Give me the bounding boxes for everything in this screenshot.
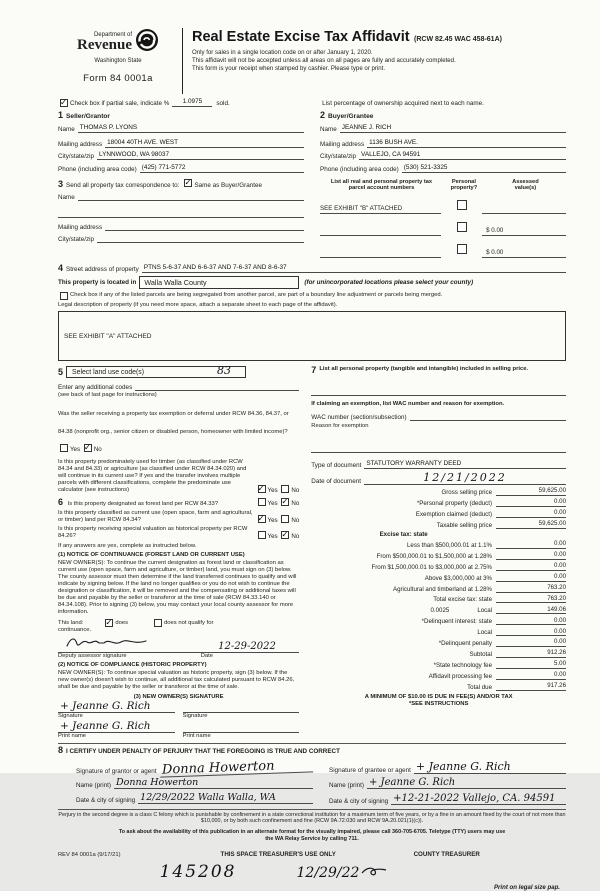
forest-land-question: Is this property designated as forest land per RCW 84.33? [67,501,219,508]
ownership-note: List percentage of ownership acquired next to each name. [322,100,484,107]
legal-description-label: Legal description of property (if you need more space, attach a separate sheet to each page of the affidavit). [58,302,338,309]
tax-label: Above $3,000,000 at 3% [424,574,492,582]
correspondence-label: Send all property tax correspondence to: [66,181,180,189]
tax-label: *Personal property (deduct) [416,499,492,507]
yes-label: Yes [70,446,81,454]
no-label: No [93,446,102,454]
grantee-print-label: Name (print) [329,782,364,790]
personal-property-checkbox-2[interactable] [457,222,467,232]
parcel-row-3 [320,240,566,258]
wac-number-field[interactable] [410,412,566,421]
buyer-phone-label: Phone (including area code) [320,165,399,173]
form-header [58,28,566,94]
section-8-number: 8 [58,744,64,755]
washington-state-label: Washington State [94,58,142,64]
grantor-date-label: Date & city of signing [76,796,136,804]
date-of-document-field[interactable]: 12/21/2022 [364,472,566,485]
does-not-label: does not qualify for [164,619,214,626]
land-use-code-label: Select land use code(s) [72,368,145,376]
print-name-label: Print name [58,732,87,739]
land-use-code-select[interactable] [66,366,246,378]
historic-yes-checkbox[interactable] [258,531,266,539]
treasurer-space-label: THIS SPACE TREASURER'S USE ONLY [220,850,336,858]
parcel-table [320,179,566,258]
grantor-print-label: Name (print) [76,782,111,790]
buyer-name-field[interactable]: JEANNE J. RICH [340,124,566,133]
personal-property-deduct-value[interactable]: 0.00 [496,498,566,507]
yes-label: Yes [267,487,278,495]
affidavit-processing-fee-value[interactable]: 0.00 [496,671,566,680]
print-legal-size-note: Print on legal size pap. [493,883,560,891]
parcel-row-1 [320,196,566,214]
correspondence-city-field[interactable] [97,234,304,243]
seller-section [58,111,304,173]
treasurer-stamp-number: 145208 [159,861,237,882]
buyer-mailing-field[interactable]: 1136 BUSH AVE. [367,139,566,148]
local-rate: 0.0025 [430,607,450,615]
yes-label: Yes [267,533,278,541]
parcel-1-field[interactable]: SEE EXHIBIT "B" ATTACHED [320,205,441,214]
state-technology-fee-value[interactable]: 5.00 [496,660,566,669]
excise-tax-state-header: Excise tax: state [379,531,428,539]
tax-label: Total excise tax: state [433,596,492,604]
tax-label: Affidavit processing fee [428,672,492,680]
header-divider [182,28,183,94]
tax-column [311,366,566,739]
partial-sale-checkbox[interactable] [60,99,68,107]
see-instructions-note: *SEE INSTRUCTIONS [408,700,469,707]
tier4-value[interactable]: 0.00 [496,573,566,582]
notice-compliance-title: (2) NOTICE OF COMPLIANCE (HISTORIC PROPERTY) [58,662,207,669]
tax-label: Gross selling price [441,488,492,496]
personal-property-checkbox-1[interactable] [457,200,467,210]
notice-continuance-title: (1) NOTICE OF CONTINUANCE (FOREST LAND OR CURRENT USE) [58,552,245,559]
instruction-line-1: Only for sales in a single location code on or after January 1, 2020. [192,49,373,56]
tax-label: Exemption claimed (deduct) [415,510,492,518]
timber-question: Is this property predominately used for timber (as classified under RCW 84.34 and 84.33) or agriculture (as classified under RCW 84.34.020) and will continue in its current use? If yes and the transfer involves multiple parcels with different classifications, complete the predominate use calculator (see instructions) [58,459,247,494]
assessed-value-2-field[interactable]: $ 0.00 [482,227,566,236]
local-tax-value[interactable]: 149.06 [496,606,566,615]
parcel-header-3a: Assessed [512,178,539,185]
parcel-header-3b: value(s) [514,185,537,192]
tax-label: Less than $500,000.01 at 1.1% [406,541,492,549]
parcel-header-2a: Personal [451,178,476,185]
no-label: No [291,500,300,508]
forest-no-checkbox[interactable] [281,498,289,506]
rev-number: REV 84 0001a (9/17/21) [58,851,121,858]
section-6-number: 6 [58,497,64,508]
timber-no-checkbox[interactable] [281,485,289,493]
exemption-claimed-value[interactable]: 0.00 [496,509,566,518]
total-excise-state-value[interactable]: 763.20 [496,595,566,604]
assessor-date-label: Date [200,653,213,660]
tax-label: From $500,000.01 to $1,500,000 at 1.28% [376,552,492,560]
section-5-number: 5 [58,366,64,377]
local-label: Local [477,607,492,615]
parcel-3-field[interactable] [320,249,441,258]
section-7-number: 7 [311,365,317,376]
deputy-assessor-signature-scribble [64,635,150,652]
grantee-date-field[interactable]: +12-21-2022 Vallejo, CA. 94591 [391,793,566,805]
title-block [192,28,566,73]
notice-continuance-body: NEW OWNER(S): To continue the current designation as forest land or classification as current use (open space, farm and agriculture, or timber) land, you must sign on (3) below. The county assessor must then determine if the land transferred continues to qualify and will indicate by signing below. If the land no longer qualifies or you do not wish to continue the designation or classification, it will be removed and the compensating or additional taxes will be due and payable by the seller or transferor at the time of sale (RCW 84.33.140 or 84.34.108). Prior to signing (3) below, you may contact your local county assessor for more information. [58,560,297,616]
date-of-document-label: Date of document [311,478,362,486]
correspondence-mailing-field[interactable] [105,222,304,231]
personal-property-checkbox-3[interactable] [457,244,467,254]
footer-divider [58,809,566,810]
grantee-print-field[interactable]: + Jeanne G. Rich [367,777,566,789]
historic-no-checkbox[interactable] [281,531,289,539]
correspondence-extra-line[interactable] [58,209,304,218]
deputy-assessor-signature-field[interactable] [58,640,195,653]
tax-label: *State technology fee [433,661,492,669]
revenue-wordmark: Revenue [77,37,132,53]
county-treasurer-label: COUNTY TREASURER [413,850,480,858]
seller-city-label: City/state/zip [58,153,95,160]
buyer-name-label: Name [320,125,337,133]
delinquent-interest-local-value[interactable]: 0.00 [496,628,566,637]
dor-logo-icon [135,28,159,57]
new-owner-print-2-field[interactable] [183,724,300,733]
segregated-checkbox[interactable] [60,292,68,300]
correspondence-city-label: City/state/zip [58,236,95,243]
type-of-document-field[interactable]: STATUTORY WARRANTY DEED [364,460,566,469]
same-as-buyer-label: Same as Buyer/Grantee [194,181,262,189]
county-select[interactable]: Walla Walla County [139,276,299,289]
additional-codes-label: Enter any additional codes [58,383,133,391]
same-as-buyer-checkbox[interactable] [184,179,192,187]
exemption-yes-checkbox[interactable] [60,444,68,452]
buyer-city-field[interactable]: VALLEJO, CA 94591 [359,151,566,160]
land-does-checkbox[interactable] [105,619,113,627]
grantor-date-field[interactable]: 12/29/2022 Walla Walla, WA [138,793,313,804]
section-3-number: 3 [58,178,64,189]
correspondence-section [58,179,304,258]
seller-phone-field[interactable]: (425) 771-5772 [140,164,304,173]
notice-compliance-body: NEW OWNER(S): To continue special valuation as historic property, sign (3) below. If the new owner(s) doesn't wish to continue, all additional tax calculated pursuant to RCW 84.26, shall be due and payable by the seller or transferor at the time of sale. [58,670,295,691]
correspondence-mailing-label: Mailing address [58,223,103,231]
seller-mailing-label: Mailing address [58,140,103,148]
grantee-signature-label: Signature of grantee or agent [329,766,411,774]
land-does-not-checkbox[interactable] [154,619,162,627]
parcel-header-1a: List all real and personal property tax [330,178,433,185]
reason-exemption-label: Reason for exemption [311,422,369,429]
partial-sale-percent-field[interactable]: 1.0975 [172,98,212,107]
land-use-code-value: 83 [217,364,232,378]
new-owner-signature-title: (3) NEW OWNER(S) SIGNATURE [133,693,224,700]
seller-city-field[interactable]: LYNNWOOD, WA 98037 [97,151,304,160]
tax-label: Taxable selling price [436,521,492,529]
total-due-value[interactable]: 917.26 [496,682,566,691]
instruction-line-2: This affidavit will not be accepted unless all areas on all pages are fully and accurately completed. [192,56,456,64]
grantee-date-label: Date & city of signing [329,797,389,805]
answers-yes-note: If any answers are yes, complete as instructed below. [58,543,197,550]
form-title: Real Estate Excise Tax Affidavit [192,29,410,45]
buyer-phone-field[interactable]: (530) 521-3325 [402,164,566,173]
tax-label: Total due [467,683,492,691]
pen-flourish-icon [361,864,387,882]
seller-heading: Seller/Grantor [66,113,110,120]
section-2-number: 2 [320,110,326,120]
new-owner-signature-2-field[interactable] [183,704,300,713]
parcel-header-2b: property? [450,185,478,192]
current-use-question: Is this property classified as current use (open space, farm and agricultural, or timber) land per RCW 84.34? [58,510,253,524]
minimum-due-note: A MINIMUM OF $10.00 IS DUE IN FEE(S) AND/OR TAX [364,693,513,700]
new-owner-signature-1-field[interactable]: + Jeanne G. Rich [58,701,175,713]
correspondence-name-label: Name [58,194,75,201]
form-sheet [58,28,566,891]
instruction-line-3: This form is your receipt when stamped by cashier. Please type or print. [192,64,386,72]
dept-of-label: Department of [93,32,132,38]
continuance-label: continuance. [58,627,92,634]
seller-phone-label: Phone (including area code) [58,165,137,173]
form-number: Form 84 0001a [83,73,153,84]
form-title-rcw: (RCW 82.45 WAC 458-61A) [414,36,502,43]
exemption-no-checkbox[interactable] [84,444,92,452]
assessed-value-3-field[interactable]: $ 0.00 [482,249,566,258]
grantee-certify-block [329,757,566,805]
parcel-row-2 [320,218,566,236]
additional-codes-field[interactable] [135,382,299,391]
tier3-value[interactable]: 0.00 [496,562,566,571]
treasurer-stamp-date: 12/29/22 [296,864,360,881]
tax-label: *Delinquent penalty [438,639,492,647]
segregated-label: Check box if any of the listed parcels are being segregated from another parcel, are part of a boundary line adjustment or parcels being merged. [70,291,443,298]
exemption-question: Was the seller receiving a property tax exemption or deferral under RCW 84.36, 84.37, or 84.38 (nonprofit org., senior citizen or disabled person, homeowner with limited income)? [58,411,289,436]
print-name-label: Print name [182,732,211,739]
buyer-heading: Buyer/Grantee [328,113,374,120]
current-use-yes-checkbox[interactable] [258,515,266,523]
grantor-signature-label: Signature of grantor or agent [76,767,157,775]
tax-label: Subtotal [469,650,492,658]
grantor-print-field[interactable]: Donna Howerton [114,778,313,789]
agency-block [58,28,178,84]
current-use-no-checkbox[interactable] [281,515,289,523]
additional-codes-note: (see back of last page for instructions) [58,392,157,399]
tier2-value[interactable]: 0.00 [496,551,566,560]
historic-question: Is this property receiving special valuation as historical property per RCW 84.26? [58,526,248,540]
legal-description-value: SEE EXHIBIT "A" ATTACHED [64,332,152,340]
yes-label: Yes [267,517,278,525]
section-8-divider [58,743,566,744]
deputy-assessor-date-field[interactable]: 12-29-2022 [195,641,300,653]
correspondence-name-field[interactable] [78,192,304,201]
forest-yes-checkbox[interactable] [258,498,266,506]
tax-label: Local [477,629,492,637]
personal-property-line-1[interactable] [311,387,566,396]
property-section [58,264,566,362]
section-1-number: 1 [58,110,64,120]
subtotal-value[interactable]: 912.26 [496,649,566,658]
no-label: No [291,517,300,525]
grantee-signature-field[interactable]: + Jeanne G. Rich [414,761,566,774]
timber-yes-checkbox[interactable] [258,485,266,493]
tax-label: From $1,500,000.01 to $3,000,000 at 2.75% [371,563,492,571]
deputy-assessor-signature-label: Deputy assessor signature [58,653,127,660]
reason-exemption-field[interactable] [311,444,566,453]
tax-label: Agricultural and timberland at 1.28% [393,585,492,593]
grantor-signature-field[interactable]: Donna Howerton [159,758,313,777]
seller-name-label: Name [58,125,75,133]
buyer-city-label: City/state/zip [320,153,357,160]
partial-sale-label: Check box if partial sale, indicate % [70,100,170,107]
does-label: does [115,619,129,626]
type-of-document-label: Type of document [311,461,362,469]
street-address-label: Street address of property [66,265,139,273]
gross-selling-price-value[interactable]: 59,625.00 [496,487,566,496]
located-in-note: (for unincorporated locations please select your county) [304,278,474,286]
partial-sale-sold-label: sold. [216,100,230,107]
new-owner-print-1-field[interactable]: + Jeanne G. Rich [58,721,175,733]
section-4-number: 4 [58,262,64,273]
buyer-mailing-label: Mailing address [320,140,365,148]
certify-title: I CERTIFY UNDER PENALTY OF PERJURY THAT THE FOREGOING IS TRUE AND CORRECT [66,747,340,755]
certification-section [58,746,566,805]
no-label: No [291,487,300,495]
this-land-label: This land: [58,619,84,626]
delinquent-penalty-value[interactable]: 0.00 [496,638,566,647]
wac-number-label: WAC number (section/subsection) [311,413,407,421]
seller-mailing-field[interactable]: 18004 40TH AVE. WEST [105,139,304,148]
delinquent-interest-state-value[interactable]: 0.00 [496,617,566,626]
exemption-note: If claiming an exemption, list WAC number and reason for exemption. [311,401,505,408]
legal-description-box[interactable] [58,311,566,361]
no-label: No [291,533,300,541]
parcel-2-field[interactable] [320,227,441,236]
seller-name-field[interactable]: THOMAS P. LYONS [78,124,304,133]
grantor-certify-block [58,757,313,805]
personal-property-label: List all personal property (tangible and intangible) included in selling price. [319,366,529,373]
tax-label: *Delinquent interest: state [421,618,492,626]
parcel-header-1b: parcel account numbers [348,185,415,192]
signature-label: Signature [58,712,83,719]
assessed-value-1-field[interactable] [482,205,566,214]
land-use-column [58,366,299,739]
ag-timberland-value[interactable]: 763.20 [496,584,566,593]
signature-label: Signature [182,712,208,719]
located-in-label: This property is located in [58,278,137,286]
taxable-selling-price-value[interactable]: 59,625.00 [496,520,566,529]
accessibility-note: To ask about the availability of this publication in an alternate format for the visually impaired, please call 360-705-6705. Teletype (TTY) users may use the WA Relay Service by calling 711. [118,829,506,843]
street-address-field[interactable]: PTNS 5-6-37 AND 6-6-37 AND 7-6-37 AND 8-6-37 [142,264,566,273]
buyer-section [320,111,566,173]
tier1-value[interactable]: 0.00 [496,540,566,549]
perjury-note: Perjury in the second degree is a class C felony which is punishable by confinement in a state correctional institution for a maximum term of five years, or by a fine in an amount fixed by the court of not more than $10,000, or by both such confinement and fine (RCW 9A.72.030 and RCW 9A.20.021(1)(c)). [58,811,566,825]
yes-label: Yes [267,500,278,508]
